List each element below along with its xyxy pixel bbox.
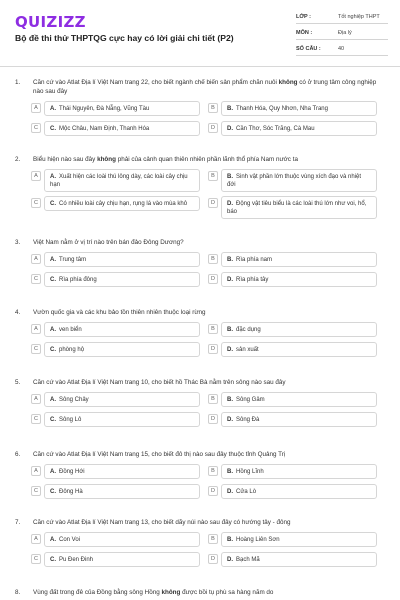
option-badge: A	[31, 466, 41, 476]
answer-option[interactable]	[208, 272, 385, 288]
question-block	[15, 238, 385, 292]
option-badge: D	[208, 274, 218, 284]
option-letter: A.	[50, 257, 56, 263]
question-block	[15, 588, 385, 597]
answer-option[interactable]	[31, 272, 208, 288]
option-badge: B	[208, 103, 218, 113]
option-letter: C.	[50, 201, 56, 207]
option-badge: C	[31, 414, 41, 424]
option-text: Mộc Châu, Nam Định, Thanh Hóa	[59, 126, 150, 132]
option-badge: C	[31, 554, 41, 564]
option-text: Rìa phía tây	[236, 277, 269, 283]
answer-option[interactable]	[208, 412, 385, 428]
option-badge: D	[208, 344, 218, 354]
header-divider	[0, 66, 400, 67]
option-letter: A.	[50, 327, 56, 333]
option-box[interactable]	[44, 101, 200, 116]
option-letter: C.	[50, 347, 56, 353]
option-text: phòng hộ	[59, 347, 85, 353]
meta-key: SỐ CÂU :	[296, 45, 321, 52]
option-box[interactable]	[221, 392, 377, 407]
option-badge: B	[208, 171, 218, 181]
answer-option[interactable]	[208, 252, 385, 268]
option-letter: D.	[227, 277, 233, 283]
answer-options	[31, 464, 385, 504]
option-text: Trung tâm	[59, 257, 87, 263]
question-text	[33, 588, 385, 597]
question-row	[15, 588, 385, 597]
logo: QUIZIZZ	[15, 13, 86, 31]
answer-option[interactable]	[208, 532, 385, 548]
option-text: Sông Gâm	[236, 397, 265, 403]
option-badge: A	[31, 171, 41, 181]
meta-panel	[296, 10, 388, 58]
answer-options	[31, 252, 385, 292]
option-text: Rìa phía nam	[236, 257, 273, 263]
option-box[interactable]	[221, 464, 377, 479]
option-box[interactable]	[44, 252, 200, 267]
answer-options	[31, 169, 385, 223]
option-badge: A	[31, 254, 41, 264]
question-row	[15, 378, 385, 387]
question-row	[15, 238, 385, 247]
answer-options	[31, 532, 385, 572]
option-text: Pu Đen Đinh	[59, 557, 94, 563]
answer-option[interactable]	[31, 169, 208, 192]
option-box[interactable]	[44, 322, 200, 337]
option-badge: B	[208, 534, 218, 544]
option-letter: A.	[50, 174, 56, 180]
option-text: ven biển	[59, 327, 82, 333]
option-text: Con Voi	[59, 537, 81, 543]
option-box[interactable]	[221, 169, 377, 192]
option-text: Sông Chảy	[59, 397, 89, 403]
answer-option[interactable]	[31, 196, 208, 219]
answer-options	[31, 392, 385, 432]
question-block	[15, 518, 385, 572]
answer-option[interactable]	[31, 101, 208, 117]
option-letter: C.	[50, 126, 56, 132]
option-letter: B.	[227, 174, 233, 180]
option-letter: D.	[227, 126, 233, 132]
option-badge: B	[208, 394, 218, 404]
answer-option[interactable]	[208, 342, 385, 358]
question-row	[15, 518, 385, 527]
option-badge: C	[31, 344, 41, 354]
option-box[interactable]	[44, 392, 200, 407]
option-text: Sông Đà	[236, 417, 260, 423]
answer-option[interactable]	[31, 412, 208, 428]
option-badge: D	[208, 486, 218, 496]
option-box[interactable]	[221, 196, 377, 219]
option-text: Cần Thơ, Sóc Trăng, Cà Mau	[236, 126, 315, 132]
question-text-part: Căn cứ vào Atlat Địa lí Việt Nam trang 13, cho biết dãy núi nào sau đây có hướng tây - đông	[33, 519, 291, 526]
question-text-emphasis: không	[278, 79, 298, 86]
answer-option[interactable]	[31, 322, 208, 338]
option-box[interactable]	[44, 532, 200, 547]
question-row	[15, 450, 385, 459]
question-text	[33, 238, 385, 247]
question-text-emphasis: không	[97, 156, 116, 163]
question-number: 8.	[15, 589, 21, 596]
option-badge: A	[31, 324, 41, 334]
option-text: Có nhiều loài cây chịu hạn, rụng lá vào mùa khô	[59, 201, 188, 207]
meta-key: MÔN :	[296, 29, 313, 36]
option-badge: C	[31, 123, 41, 133]
option-letter: B.	[227, 469, 233, 475]
answer-option[interactable]	[31, 121, 208, 137]
option-letter: C.	[50, 489, 56, 495]
question-block	[15, 155, 385, 223]
option-badge: B	[208, 254, 218, 264]
answer-option[interactable]	[31, 464, 208, 480]
option-letter: D.	[227, 347, 233, 353]
question-row	[15, 78, 385, 96]
meta-row	[296, 26, 388, 40]
question-block	[15, 450, 385, 504]
option-box[interactable]	[221, 322, 377, 337]
option-letter: A.	[50, 106, 56, 112]
question-text	[33, 378, 385, 387]
option-badge: D	[208, 554, 218, 564]
question-text-part: Căn cứ vào Atlat Địa lí Việt Nam trang 22, cho biết ngành chế biến sản phẩm chăn nuôi	[33, 79, 279, 86]
option-letter: B.	[227, 106, 233, 112]
answer-option[interactable]	[31, 342, 208, 358]
option-box[interactable]	[221, 342, 377, 357]
meta-value: Địa lý	[338, 29, 352, 36]
option-box[interactable]	[44, 121, 200, 136]
option-letter: C.	[50, 557, 56, 563]
option-box[interactable]	[221, 552, 377, 567]
answer-option[interactable]	[208, 169, 385, 192]
option-badge: C	[31, 274, 41, 284]
option-box[interactable]	[44, 464, 200, 479]
option-badge: C	[31, 198, 41, 208]
option-letter: C.	[50, 277, 56, 283]
answer-option[interactable]	[208, 552, 385, 568]
option-box[interactable]	[44, 552, 200, 567]
answer-options	[31, 101, 385, 141]
meta-value: 40	[338, 45, 345, 52]
option-box[interactable]	[44, 342, 200, 357]
option-letter: A.	[50, 469, 56, 475]
answer-option[interactable]	[31, 484, 208, 500]
option-letter: B.	[227, 327, 233, 333]
option-text: đặc dụng	[236, 327, 261, 333]
meta-row	[296, 42, 388, 56]
option-letter: B.	[227, 537, 233, 543]
answer-option[interactable]	[208, 484, 385, 500]
question-text-part: Căn cứ vào Atlat Địa lí Việt Nam trang 15, cho biết đô thị nào sau đây thuộc tỉnh Quảng Trị	[33, 451, 286, 458]
option-badge: B	[208, 324, 218, 334]
question-number: 7.	[15, 519, 21, 526]
option-text: Động vật tiêu biểu là các loài thú lớn như voi, hổ, báo	[227, 201, 367, 215]
answer-option[interactable]	[31, 552, 208, 568]
option-text: Hồng Lĩnh	[236, 469, 264, 475]
option-box[interactable]	[44, 484, 200, 499]
answer-option[interactable]	[31, 392, 208, 408]
option-text: Đông Hà	[59, 489, 83, 495]
question-text	[33, 155, 385, 164]
answer-option[interactable]	[208, 101, 385, 117]
option-badge: A	[31, 394, 41, 404]
option-text: Hoàng Liên Sơn	[236, 537, 280, 543]
question-text	[33, 450, 385, 459]
option-badge: D	[208, 414, 218, 424]
question-text-part: Vùng đất trong đê của Đồng bằng sông Hồng	[33, 589, 162, 596]
meta-row	[296, 10, 388, 24]
question-text-part: Việt Nam nằm ở vị trí nào trên bán đảo Đông Dương?	[33, 239, 184, 246]
option-badge: D	[208, 123, 218, 133]
question-number: 2.	[15, 156, 21, 163]
option-letter: C.	[50, 417, 56, 423]
question-number: 5.	[15, 379, 21, 386]
question-text	[33, 308, 385, 317]
option-letter: D.	[227, 201, 233, 207]
option-text: Sinh vật phần lớn thuộc vùng xích đạo và nhiệt đới	[227, 174, 362, 188]
option-letter: A.	[50, 397, 56, 403]
meta-value: Tốt nghiệp THPT	[338, 13, 380, 20]
option-letter: B.	[227, 397, 233, 403]
answer-option[interactable]	[31, 532, 208, 548]
option-badge: B	[208, 466, 218, 476]
question-text	[33, 518, 385, 527]
option-box[interactable]	[44, 412, 200, 427]
question-text-part: Biểu hiện nào sau đây	[33, 156, 98, 163]
option-text: Sông Lô	[59, 417, 82, 423]
answer-option[interactable]	[208, 196, 385, 219]
option-text: Bạch Mã	[236, 557, 260, 563]
answer-options	[31, 322, 385, 362]
option-text: Thanh Hóa, Quy Nhơn, Nha Trang	[236, 106, 328, 112]
question-text-part: Căn cứ vào Atlat Địa lí Việt Nam trang 10, cho biết hồ Thác Bà nằm trên sông nào sau đây	[33, 379, 286, 386]
question-block	[15, 378, 385, 432]
option-letter: B.	[227, 257, 233, 263]
option-box[interactable]	[44, 272, 200, 287]
option-text: sản xuất	[236, 347, 259, 353]
meta-key: LỚP :	[296, 13, 311, 20]
option-badge: C	[31, 486, 41, 496]
option-letter: D.	[227, 417, 233, 423]
option-box[interactable]	[221, 252, 377, 267]
option-text: Cửa Lò	[236, 489, 257, 495]
option-badge: A	[31, 534, 41, 544]
question-text-part: phải của cảnh quan thiên nhiên phần lãnh thổ phía Nam nước ta	[115, 156, 298, 163]
question-number: 4.	[15, 309, 21, 316]
option-badge: D	[208, 198, 218, 208]
answer-option[interactable]	[208, 464, 385, 480]
question-number: 6.	[15, 451, 21, 458]
question-text-emphasis: không	[161, 589, 181, 596]
answer-option[interactable]	[208, 322, 385, 338]
option-box[interactable]	[44, 169, 200, 192]
question-text-part: có ở trung tâm công nghiệp nào sau đây	[33, 79, 377, 95]
option-box[interactable]	[221, 101, 377, 116]
question-text-part: Vườn quốc gia và các khu bảo tồn thiên nhiên thuộc loại rừng	[33, 309, 206, 316]
option-letter: A.	[50, 537, 56, 543]
question-block	[15, 308, 385, 362]
question-text	[33, 78, 385, 96]
worksheet-title: Bộ đề thi thử THPTQG cực hay có lời giải chi tiết (P2)	[15, 33, 234, 43]
question-number: 1.	[15, 79, 21, 86]
answer-option[interactable]	[31, 252, 208, 268]
question-row	[15, 308, 385, 317]
option-box[interactable]	[221, 412, 377, 427]
option-text: Xuất hiện các loài thú lông dày, các loài cây chịu hạn	[50, 174, 188, 188]
option-text: Rìa phía đông	[59, 277, 97, 283]
option-box[interactable]	[221, 121, 377, 136]
option-box[interactable]	[221, 272, 377, 287]
question-row	[15, 155, 385, 164]
option-box[interactable]	[221, 532, 377, 547]
answer-option[interactable]	[208, 121, 385, 137]
question-text-part: được bồi tụ phù sa hàng năm do	[180, 589, 274, 596]
option-badge: A	[31, 103, 41, 113]
answer-option[interactable]	[208, 392, 385, 408]
option-letter: D.	[227, 557, 233, 563]
option-box[interactable]	[221, 484, 377, 499]
option-text: Đồng Hới	[59, 469, 85, 475]
option-box[interactable]	[44, 196, 200, 211]
option-letter: D.	[227, 489, 233, 495]
question-number: 3.	[15, 239, 21, 246]
option-text: Thái Nguyên, Đà Nẵng, Vũng Tàu	[59, 106, 150, 112]
question-block	[15, 78, 385, 141]
